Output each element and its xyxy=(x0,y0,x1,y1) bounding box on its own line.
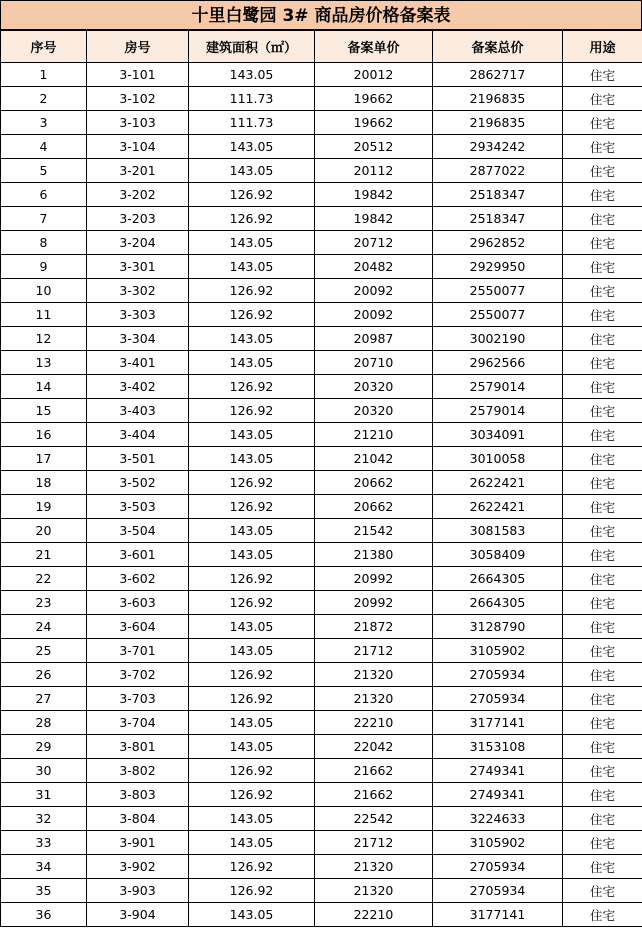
table-row xyxy=(1,303,642,327)
cell-index: 33 xyxy=(1,831,87,855)
cell-total-price: 2934242 xyxy=(433,135,563,159)
cell-index: 20 xyxy=(1,519,87,543)
header-row xyxy=(1,31,642,63)
table-row xyxy=(1,735,642,759)
cell-unit-price: 22042 xyxy=(315,735,433,759)
cell-usage: 住宅 xyxy=(563,471,642,495)
cell-area: 143.05 xyxy=(189,135,315,159)
cell-usage: 住宅 xyxy=(563,87,642,111)
table-row xyxy=(1,135,642,159)
cell-index: 19 xyxy=(1,495,87,519)
cell-index: 30 xyxy=(1,759,87,783)
cell-index: 32 xyxy=(1,807,87,831)
cell-area: 126.92 xyxy=(189,879,315,903)
cell-area: 143.05 xyxy=(189,519,315,543)
table-row xyxy=(1,831,642,855)
table-row xyxy=(1,375,642,399)
header-usage: 用途 xyxy=(563,31,642,63)
cell-total-price: 3034091 xyxy=(433,423,563,447)
table-row xyxy=(1,255,642,279)
cell-room: 3-302 xyxy=(87,279,189,303)
price-table xyxy=(0,30,642,927)
cell-room: 3-503 xyxy=(87,495,189,519)
cell-index: 27 xyxy=(1,687,87,711)
cell-total-price: 2579014 xyxy=(433,399,563,423)
cell-usage: 住宅 xyxy=(563,687,642,711)
cell-total-price: 3128790 xyxy=(433,615,563,639)
cell-total-price: 2550077 xyxy=(433,279,563,303)
cell-room: 3-703 xyxy=(87,687,189,711)
cell-room: 3-102 xyxy=(87,87,189,111)
cell-index: 31 xyxy=(1,783,87,807)
cell-unit-price: 20987 xyxy=(315,327,433,351)
cell-usage: 住宅 xyxy=(563,303,642,327)
cell-area: 126.92 xyxy=(189,279,315,303)
cell-area: 126.92 xyxy=(189,759,315,783)
table-body xyxy=(1,63,642,927)
header-unit-price: 备案单价 xyxy=(315,31,433,63)
cell-index: 26 xyxy=(1,663,87,687)
table-row xyxy=(1,855,642,879)
cell-unit-price: 20012 xyxy=(315,63,433,87)
cell-usage: 住宅 xyxy=(563,615,642,639)
cell-usage: 住宅 xyxy=(563,639,642,663)
cell-total-price: 2705934 xyxy=(433,663,563,687)
cell-area: 143.05 xyxy=(189,447,315,471)
table-row xyxy=(1,471,642,495)
cell-index: 11 xyxy=(1,303,87,327)
cell-total-price: 2862717 xyxy=(433,63,563,87)
cell-area: 143.05 xyxy=(189,711,315,735)
cell-room: 3-203 xyxy=(87,207,189,231)
sheet-title: 十里白鹭园 3# 商品房价格备案表 xyxy=(0,0,642,30)
cell-unit-price: 21042 xyxy=(315,447,433,471)
cell-usage: 住宅 xyxy=(563,231,642,255)
cell-total-price: 2196835 xyxy=(433,111,563,135)
cell-total-price: 3010058 xyxy=(433,447,563,471)
table-row xyxy=(1,519,642,543)
cell-total-price: 2929950 xyxy=(433,255,563,279)
table-row xyxy=(1,567,642,591)
cell-total-price: 3153108 xyxy=(433,735,563,759)
table-row xyxy=(1,447,642,471)
cell-room: 3-801 xyxy=(87,735,189,759)
table-row xyxy=(1,759,642,783)
table-row xyxy=(1,879,642,903)
cell-total-price: 2196835 xyxy=(433,87,563,111)
table-row xyxy=(1,591,642,615)
cell-index: 7 xyxy=(1,207,87,231)
cell-index: 8 xyxy=(1,231,87,255)
cell-index: 28 xyxy=(1,711,87,735)
cell-unit-price: 20112 xyxy=(315,159,433,183)
cell-area: 143.05 xyxy=(189,63,315,87)
cell-total-price: 2518347 xyxy=(433,207,563,231)
cell-index: 36 xyxy=(1,903,87,927)
cell-area: 126.92 xyxy=(189,687,315,711)
cell-usage: 住宅 xyxy=(563,711,642,735)
table-row xyxy=(1,663,642,687)
cell-room: 3-303 xyxy=(87,303,189,327)
cell-index: 16 xyxy=(1,423,87,447)
cell-total-price: 3058409 xyxy=(433,543,563,567)
cell-total-price: 2705934 xyxy=(433,879,563,903)
cell-index: 13 xyxy=(1,351,87,375)
cell-area: 143.05 xyxy=(189,639,315,663)
header-room: 房号 xyxy=(87,31,189,63)
cell-index: 1 xyxy=(1,63,87,87)
cell-unit-price: 21320 xyxy=(315,879,433,903)
table-row xyxy=(1,207,642,231)
cell-room: 3-501 xyxy=(87,447,189,471)
cell-room: 3-304 xyxy=(87,327,189,351)
table-row xyxy=(1,111,642,135)
cell-area: 111.73 xyxy=(189,87,315,111)
cell-total-price: 3105902 xyxy=(433,831,563,855)
cell-unit-price: 20482 xyxy=(315,255,433,279)
cell-total-price: 3002190 xyxy=(433,327,563,351)
cell-area: 126.92 xyxy=(189,663,315,687)
cell-index: 29 xyxy=(1,735,87,759)
cell-index: 18 xyxy=(1,471,87,495)
cell-unit-price: 21320 xyxy=(315,687,433,711)
cell-area: 143.05 xyxy=(189,327,315,351)
cell-unit-price: 21380 xyxy=(315,543,433,567)
cell-index: 5 xyxy=(1,159,87,183)
cell-room: 3-904 xyxy=(87,903,189,927)
table-row xyxy=(1,279,642,303)
table-row xyxy=(1,231,642,255)
header-index: 序号 xyxy=(1,31,87,63)
cell-index: 12 xyxy=(1,327,87,351)
cell-usage: 住宅 xyxy=(563,351,642,375)
cell-unit-price: 20320 xyxy=(315,375,433,399)
cell-area: 126.92 xyxy=(189,591,315,615)
cell-room: 3-902 xyxy=(87,855,189,879)
cell-unit-price: 20712 xyxy=(315,231,433,255)
cell-unit-price: 21542 xyxy=(315,519,433,543)
table-row xyxy=(1,783,642,807)
cell-usage: 住宅 xyxy=(563,423,642,447)
cell-index: 23 xyxy=(1,591,87,615)
cell-index: 3 xyxy=(1,111,87,135)
cell-area: 126.92 xyxy=(189,375,315,399)
cell-room: 3-504 xyxy=(87,519,189,543)
cell-usage: 住宅 xyxy=(563,879,642,903)
cell-usage: 住宅 xyxy=(563,903,642,927)
cell-index: 34 xyxy=(1,855,87,879)
cell-room: 3-204 xyxy=(87,231,189,255)
cell-total-price: 3177141 xyxy=(433,711,563,735)
cell-unit-price: 21210 xyxy=(315,423,433,447)
cell-room: 3-404 xyxy=(87,423,189,447)
cell-unit-price: 20092 xyxy=(315,279,433,303)
cell-usage: 住宅 xyxy=(563,447,642,471)
cell-usage: 住宅 xyxy=(563,807,642,831)
cell-unit-price: 19662 xyxy=(315,87,433,111)
cell-index: 35 xyxy=(1,879,87,903)
cell-index: 4 xyxy=(1,135,87,159)
cell-area: 126.92 xyxy=(189,399,315,423)
table-row xyxy=(1,63,642,87)
header-area: 建筑面积（㎡） xyxy=(189,31,315,63)
table-row xyxy=(1,687,642,711)
table-row xyxy=(1,423,642,447)
cell-room: 3-604 xyxy=(87,615,189,639)
cell-unit-price: 20662 xyxy=(315,471,433,495)
cell-total-price: 2664305 xyxy=(433,567,563,591)
cell-unit-price: 21662 xyxy=(315,783,433,807)
table-row xyxy=(1,87,642,111)
cell-usage: 住宅 xyxy=(563,735,642,759)
cell-usage: 住宅 xyxy=(563,399,642,423)
cell-usage: 住宅 xyxy=(563,207,642,231)
cell-total-price: 2749341 xyxy=(433,783,563,807)
cell-area: 126.92 xyxy=(189,495,315,519)
cell-room: 3-101 xyxy=(87,63,189,87)
cell-unit-price: 22542 xyxy=(315,807,433,831)
cell-room: 3-201 xyxy=(87,159,189,183)
cell-unit-price: 21320 xyxy=(315,855,433,879)
cell-usage: 住宅 xyxy=(563,591,642,615)
cell-area: 126.92 xyxy=(189,471,315,495)
cell-room: 3-802 xyxy=(87,759,189,783)
table-row xyxy=(1,399,642,423)
cell-unit-price: 22210 xyxy=(315,903,433,927)
cell-room: 3-403 xyxy=(87,399,189,423)
table-row xyxy=(1,615,642,639)
cell-total-price: 3105902 xyxy=(433,639,563,663)
cell-unit-price: 19842 xyxy=(315,183,433,207)
cell-room: 3-901 xyxy=(87,831,189,855)
cell-room: 3-702 xyxy=(87,663,189,687)
table-row xyxy=(1,327,642,351)
cell-total-price: 2877022 xyxy=(433,159,563,183)
cell-unit-price: 20992 xyxy=(315,591,433,615)
cell-unit-price: 19662 xyxy=(315,111,433,135)
cell-total-price: 2962566 xyxy=(433,351,563,375)
cell-usage: 住宅 xyxy=(563,255,642,279)
cell-area: 143.05 xyxy=(189,423,315,447)
cell-usage: 住宅 xyxy=(563,159,642,183)
cell-area: 111.73 xyxy=(189,111,315,135)
cell-unit-price: 20662 xyxy=(315,495,433,519)
cell-total-price: 2705934 xyxy=(433,855,563,879)
header-total-price: 备案总价 xyxy=(433,31,563,63)
cell-usage: 住宅 xyxy=(563,183,642,207)
cell-area: 143.05 xyxy=(189,543,315,567)
cell-unit-price: 20992 xyxy=(315,567,433,591)
table-row xyxy=(1,807,642,831)
cell-usage: 住宅 xyxy=(563,279,642,303)
cell-total-price: 2622421 xyxy=(433,471,563,495)
cell-unit-price: 22210 xyxy=(315,711,433,735)
cell-room: 3-103 xyxy=(87,111,189,135)
cell-total-price: 2518347 xyxy=(433,183,563,207)
cell-total-price: 2705934 xyxy=(433,687,563,711)
table-row xyxy=(1,903,642,927)
cell-room: 3-202 xyxy=(87,183,189,207)
cell-room: 3-704 xyxy=(87,711,189,735)
cell-usage: 住宅 xyxy=(563,519,642,543)
cell-index: 21 xyxy=(1,543,87,567)
cell-index: 10 xyxy=(1,279,87,303)
cell-total-price: 2962852 xyxy=(433,231,563,255)
cell-usage: 住宅 xyxy=(563,135,642,159)
cell-area: 143.05 xyxy=(189,159,315,183)
cell-room: 3-301 xyxy=(87,255,189,279)
cell-area: 143.05 xyxy=(189,255,315,279)
cell-room: 3-402 xyxy=(87,375,189,399)
cell-usage: 住宅 xyxy=(563,567,642,591)
cell-area: 143.05 xyxy=(189,231,315,255)
cell-area: 143.05 xyxy=(189,615,315,639)
cell-index: 9 xyxy=(1,255,87,279)
cell-usage: 住宅 xyxy=(563,495,642,519)
cell-area: 143.05 xyxy=(189,351,315,375)
cell-usage: 住宅 xyxy=(563,543,642,567)
cell-unit-price: 20710 xyxy=(315,351,433,375)
table-row xyxy=(1,159,642,183)
cell-area: 126.92 xyxy=(189,855,315,879)
cell-room: 3-502 xyxy=(87,471,189,495)
cell-room: 3-701 xyxy=(87,639,189,663)
cell-total-price: 2749341 xyxy=(433,759,563,783)
cell-area: 143.05 xyxy=(189,831,315,855)
cell-usage: 住宅 xyxy=(563,831,642,855)
cell-room: 3-903 xyxy=(87,879,189,903)
cell-total-price: 3224633 xyxy=(433,807,563,831)
cell-unit-price: 21712 xyxy=(315,639,433,663)
table-row xyxy=(1,711,642,735)
cell-index: 14 xyxy=(1,375,87,399)
cell-index: 25 xyxy=(1,639,87,663)
cell-usage: 住宅 xyxy=(563,111,642,135)
cell-area: 126.92 xyxy=(189,567,315,591)
cell-usage: 住宅 xyxy=(563,63,642,87)
cell-usage: 住宅 xyxy=(563,327,642,351)
cell-usage: 住宅 xyxy=(563,783,642,807)
cell-index: 17 xyxy=(1,447,87,471)
cell-room: 3-401 xyxy=(87,351,189,375)
cell-usage: 住宅 xyxy=(563,759,642,783)
cell-unit-price: 20092 xyxy=(315,303,433,327)
cell-usage: 住宅 xyxy=(563,375,642,399)
cell-index: 2 xyxy=(1,87,87,111)
cell-area: 126.92 xyxy=(189,207,315,231)
table-row xyxy=(1,639,642,663)
cell-unit-price: 19842 xyxy=(315,207,433,231)
cell-total-price: 2550077 xyxy=(433,303,563,327)
cell-unit-price: 20512 xyxy=(315,135,433,159)
table-row xyxy=(1,495,642,519)
cell-index: 15 xyxy=(1,399,87,423)
cell-area: 126.92 xyxy=(189,783,315,807)
cell-total-price: 3081583 xyxy=(433,519,563,543)
cell-index: 6 xyxy=(1,183,87,207)
cell-index: 22 xyxy=(1,567,87,591)
cell-area: 126.92 xyxy=(189,303,315,327)
table-row xyxy=(1,351,642,375)
cell-room: 3-602 xyxy=(87,567,189,591)
cell-unit-price: 21320 xyxy=(315,663,433,687)
cell-room: 3-104 xyxy=(87,135,189,159)
cell-usage: 住宅 xyxy=(563,663,642,687)
cell-unit-price: 20320 xyxy=(315,399,433,423)
cell-total-price: 2579014 xyxy=(433,375,563,399)
cell-area: 143.05 xyxy=(189,903,315,927)
cell-unit-price: 21662 xyxy=(315,759,433,783)
cell-unit-price: 21712 xyxy=(315,831,433,855)
cell-room: 3-803 xyxy=(87,783,189,807)
cell-area: 143.05 xyxy=(189,735,315,759)
cell-usage: 住宅 xyxy=(563,855,642,879)
table-row xyxy=(1,183,642,207)
cell-index: 24 xyxy=(1,615,87,639)
cell-total-price: 3177141 xyxy=(433,903,563,927)
cell-total-price: 2622421 xyxy=(433,495,563,519)
cell-area: 143.05 xyxy=(189,807,315,831)
table-row xyxy=(1,543,642,567)
cell-area: 126.92 xyxy=(189,183,315,207)
cell-room: 3-804 xyxy=(87,807,189,831)
cell-room: 3-603 xyxy=(87,591,189,615)
cell-total-price: 2664305 xyxy=(433,591,563,615)
cell-room: 3-601 xyxy=(87,543,189,567)
cell-unit-price: 21872 xyxy=(315,615,433,639)
